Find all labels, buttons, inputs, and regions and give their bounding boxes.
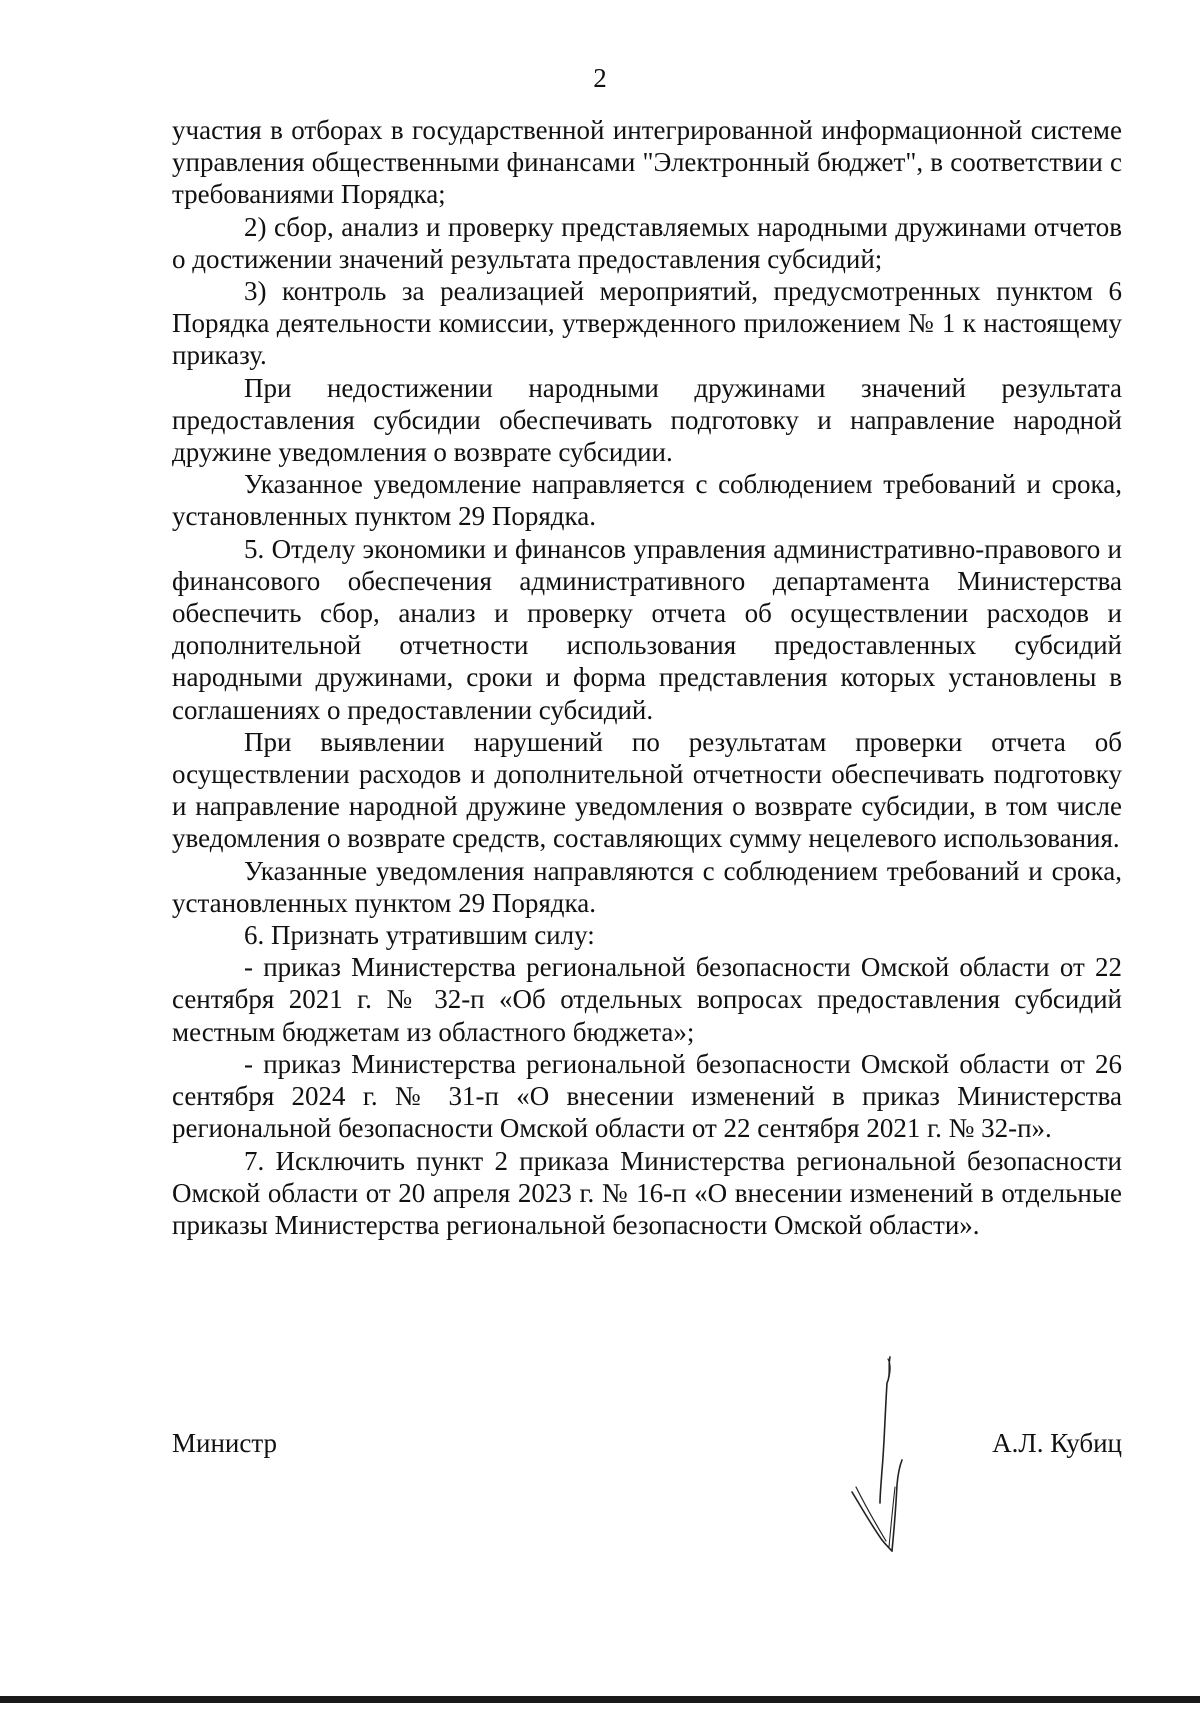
paragraph-violations: При выявлении нарушений по результатам проверки отчета об осуществлении расходов и дополнительной отчетности обеспечивать подготовку и направление народной дружине уведомления о возврате субсидии, в том числе уведомления о возврате средств, составляющих сумму нецелевого использования. [172, 726, 1122, 854]
paragraph-repealed-order-2: - приказ Министерства региональной безопасности Омской области от 26 сентября 2024 г. № 31-п «О внесении изменений в приказ Министерства региональной безопасности Омской области от 22 сентября 2021 г. № 32-п». [172, 1048, 1122, 1144]
paragraph-item-3: 3) контроль за реализацией мероприятий, предусмотренных пунктом 6 Порядка деятельности комиссии, утвержденного приложением № 1 к настоящему приказу. [172, 276, 1122, 371]
document-body [172, 114, 1122, 1241]
page-bottom-rule [0, 1696, 1200, 1703]
signer-name: А.Л. Кубиц [992, 1428, 1122, 1458]
paragraph-repealed-order-1: - приказ Министерства региональной безопасности Омской области от 22 сентября 2021 г. № 32-п «Об отдельных вопросах предоставления субсидий местным бюджетам из областного бюджета»; [172, 952, 1122, 1047]
signer-position: Министр [172, 1428, 277, 1458]
paragraph-clause-5: 5. Отделу экономики и финансов управления административно-правового и финансового обеспечения административного департамента Министерства обеспечить сбор, анализ и проверку отчета об осуществлении расходов и дополнительной отчетности использования предоставленных субсидий народными дружинами, сроки и форма представления которых установлены в соглашениях о предоставлении субсидий. [172, 533, 1122, 725]
paragraph-continuation: участия в отборах в государственной интегрированной информационной системе управления общественными финансами "Электронный бюджет", в соответствии с требованиями Порядка; [172, 115, 1122, 210]
paragraph-clause-6: 6. Признать утратившим силу: [244, 920, 595, 951]
page-number: 2 [593, 63, 607, 93]
paragraph-item-2: 2) сбор, анализ и проверку представляемых народными дружинами отчетов о достижении значений результата предоставления субсидий; [172, 211, 1122, 274]
signature-block [172, 1427, 1122, 1467]
paragraph-notices-deadline: Указанные уведомления направляются с соблюдением требований и срока, установленных пунктом 29 Порядка. [172, 855, 1122, 918]
handwritten-signature [850, 1355, 930, 1565]
paragraph-clause-7: 7. Исключить пункт 2 приказа Министерства региональной безопасности Омской области от 20 апреля 2023 г. № 16-п «О внесении изменений в отдельные приказы Министерства региональной безопасности Омской области». [172, 1145, 1122, 1240]
paragraph-notice-deadline: Указанное уведомление направляется с соблюдением требований и срока, установленных пунктом 29 Порядка. [172, 469, 1122, 532]
paragraph-non-achievement: При недостижении народными дружинами значений результата предоставления субсидии обеспечивать подготовку и направление народной дружине уведомления о возврате субсидии. [172, 372, 1122, 468]
